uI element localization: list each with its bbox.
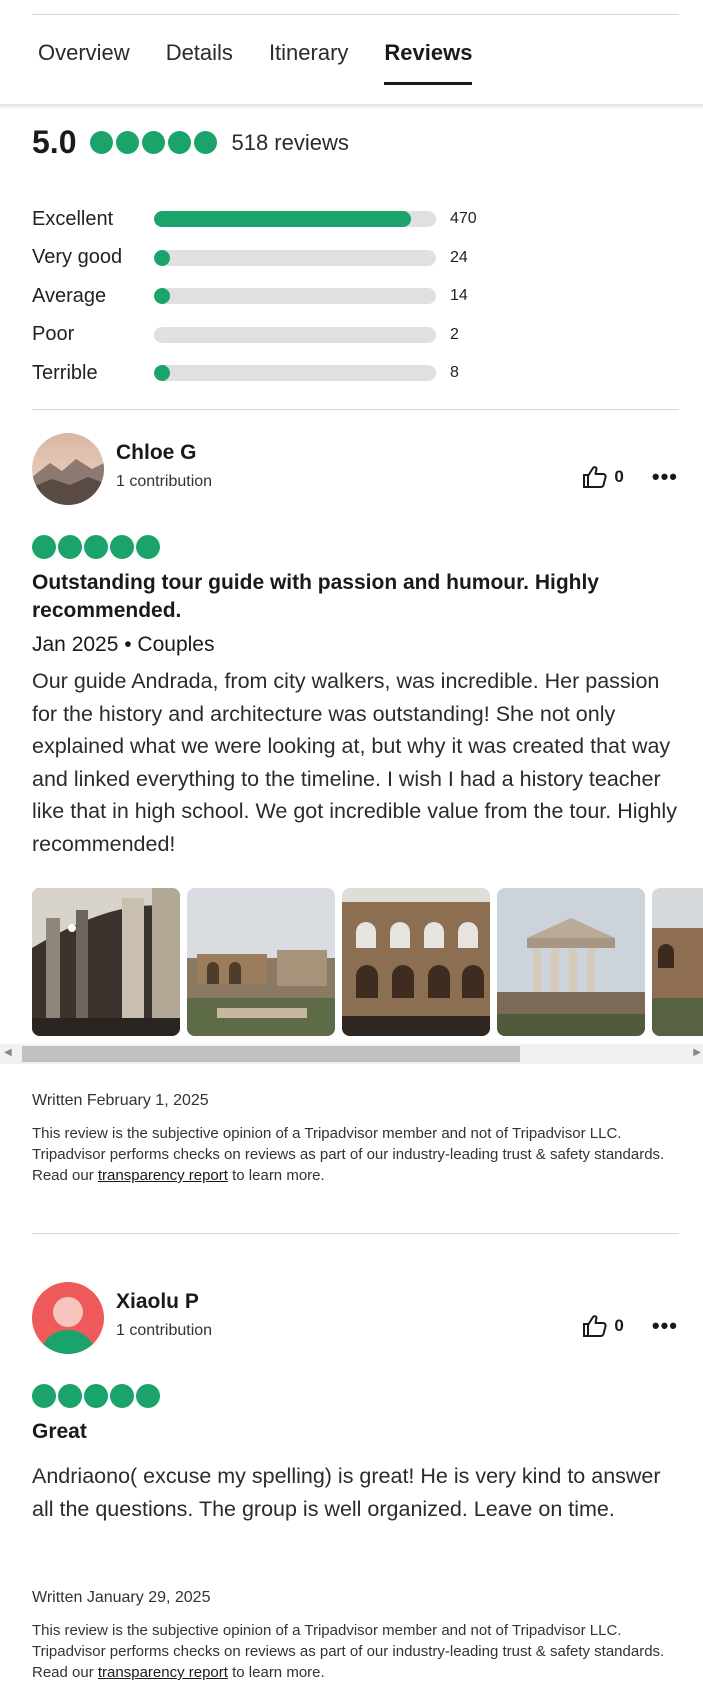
rating-breakdown [32, 200, 492, 393]
review-disclaimer [32, 1620, 672, 1683]
breakdown-row-average[interactable] [32, 277, 492, 316]
helpful-count: 0 [614, 467, 624, 486]
more-options-icon[interactable]: ••• [651, 1313, 678, 1338]
rating-summary [32, 124, 349, 161]
breakdown-count: 14 [450, 287, 468, 305]
breakdown-count: 470 [450, 210, 477, 228]
avatar[interactable] [32, 433, 104, 505]
rating-bubble-icon [90, 131, 113, 154]
breakdown-label: Terrible [32, 361, 98, 384]
rating-bubble-icon [84, 1384, 108, 1408]
review-photo-carousel [32, 888, 703, 1038]
thumbs-up-icon[interactable] [582, 1314, 608, 1338]
rating-bubble-icon [32, 1384, 56, 1408]
rating-bubble-icon [168, 131, 191, 154]
breakdown-row-excellent[interactable] [32, 200, 492, 239]
review-photo-forum[interactable] [187, 888, 335, 1036]
reviewer-name[interactable]: Xiaolu P [116, 1290, 199, 1313]
disclaimer-text: This review is the subjective opinion of a Tripadvisor member and not of Tripadvisor LLC. Tripadvisor performs checks on reviews as part of our industry-leading trust & safety standards. Read our [32, 1125, 665, 1184]
rating-bubble-icon [136, 1384, 160, 1408]
tab-details[interactable]: Details [165, 40, 233, 65]
review-written-date: Written January 29, 2025 [32, 1589, 211, 1606]
review-card [32, 433, 680, 860]
tab-reviews[interactable]: Reviews [384, 40, 472, 85]
rating-bubble-icon [194, 131, 217, 154]
review-photo-colosseum[interactable] [342, 888, 490, 1036]
rating-bubble-icon [116, 131, 139, 154]
breakdown-fill [154, 211, 411, 227]
top-divider [32, 14, 679, 15]
divider [32, 409, 679, 410]
breakdown-track [154, 327, 436, 343]
transparency-report-link[interactable]: transparency report [97, 1664, 228, 1681]
review-title[interactable]: Outstanding tour guide with passion and humour. Highly recommended. [32, 571, 599, 622]
rating-bubble-icon [110, 1384, 134, 1408]
review-card [32, 1282, 680, 1525]
breakdown-count: 24 [450, 248, 468, 266]
review-date-trip-type: Jan 2025 • Couples [32, 633, 215, 656]
breakdown-track [154, 250, 436, 266]
helpful-count: 0 [614, 1316, 624, 1335]
breakdown-label: Excellent [32, 207, 114, 230]
review-title[interactable]: Great [32, 1420, 87, 1443]
avatar-landscape-image [32, 433, 104, 505]
breakdown-label: Very good [32, 246, 123, 269]
reviewer-contributions: 1 contribution [116, 1322, 213, 1339]
photo-carousel-scrollbar[interactable] [0, 1044, 703, 1064]
default-avatar-icon [32, 1282, 104, 1354]
reviewer-contributions: 1 contribution [116, 473, 213, 490]
disclaimer-text: This review is the subjective opinion of a Tripadvisor member and not of Tripadvisor LLC. Tripadvisor performs checks on reviews as part of our industry-leading trust & safety standards. Read our [32, 1622, 665, 1681]
scrollbar-thumb[interactable] [22, 1046, 520, 1062]
breakdown-track [154, 211, 436, 227]
scroll-left-arrow-icon[interactable]: ◀ [4, 1047, 12, 1058]
breakdown-row-very-good[interactable] [32, 239, 492, 278]
divider [32, 1233, 679, 1234]
review-rating-bubbles [32, 1384, 680, 1408]
transparency-report-link[interactable]: transparency report [97, 1167, 228, 1184]
breakdown-row-terrible[interactable] [32, 354, 492, 393]
review-disclaimer [32, 1123, 672, 1186]
rating-bubble-icon [58, 1384, 82, 1408]
rating-bubble-icon [142, 131, 165, 154]
rating-bubble-icon [110, 535, 134, 559]
reviewer-header [32, 433, 680, 509]
review-written-date: Written February 1, 2025 [32, 1092, 209, 1109]
breakdown-label: Average [32, 284, 107, 307]
breakdown-fill [154, 288, 170, 304]
review-rating-bubbles [32, 535, 680, 559]
rating-bubble-icon [32, 535, 56, 559]
breakdown-count: 2 [450, 325, 459, 343]
breakdown-track [154, 288, 436, 304]
tab-overview[interactable]: Overview [38, 40, 130, 65]
disclaimer-text-end: to learn more. [227, 1664, 325, 1681]
disclaimer-text-end: to learn more. [227, 1167, 325, 1184]
overall-rating-bubbles [90, 131, 217, 154]
more-options-icon[interactable]: ••• [651, 464, 678, 489]
breakdown-track [154, 365, 436, 381]
breakdown-label: Poor [32, 323, 75, 346]
review-body: Our guide Andrada, from city walkers, was incredible. Her passion for the history and architecture was outstanding! She not only explained what we were looking at, but why it was created that way and linked everything to the timeline. I wish I had a history teacher like that in high school. We got incredible value from the tour. Highly recommended! [32, 669, 677, 856]
review-body: Andriaono( excuse my spelling) is great! He is very kind to answer all the questions. The group is well organized. Leave on time. [32, 1464, 661, 1521]
breakdown-fill [154, 365, 170, 381]
header-shadow [0, 104, 703, 110]
breakdown-count: 8 [450, 364, 459, 382]
breakdown-row-poor[interactable] [32, 316, 492, 355]
avatar[interactable] [32, 1282, 104, 1354]
rating-bubble-icon [84, 535, 108, 559]
breakdown-fill [154, 250, 170, 266]
review-photo-ruins[interactable] [652, 888, 703, 1036]
review-photo-colonnade[interactable] [32, 888, 180, 1036]
overall-score: 5.0 [32, 124, 77, 160]
review-count[interactable]: 518 reviews [231, 129, 349, 155]
review-photo-temple[interactable] [497, 888, 645, 1036]
rating-bubble-icon [58, 535, 82, 559]
reviewer-header [32, 1282, 680, 1358]
tab-itinerary[interactable]: Itinerary [268, 40, 349, 65]
rating-bubble-icon [136, 535, 160, 559]
reviewer-name[interactable]: Chloe G [116, 441, 197, 464]
thumbs-up-icon[interactable] [582, 465, 608, 489]
scroll-right-arrow-icon[interactable]: ▶ [693, 1047, 701, 1058]
section-tabs [38, 40, 508, 85]
